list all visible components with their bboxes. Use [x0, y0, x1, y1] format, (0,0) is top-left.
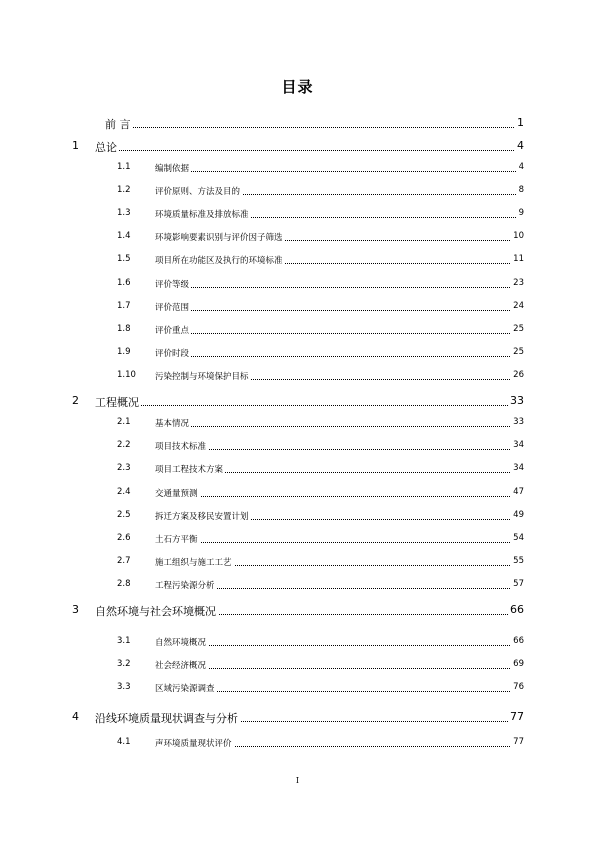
toc-entry-page: 34	[513, 440, 524, 450]
toc-entry[interactable]	[0, 185, 595, 201]
toc-dot-leader	[155, 310, 524, 311]
toc-entry-number: 1.4	[117, 231, 131, 241]
toc-entry-page: 23	[513, 278, 524, 288]
toc-entry-title: 区域污染源调查	[155, 684, 215, 694]
toc-entry-number: 1.6	[117, 278, 131, 288]
toc-entry-number: 1.9	[117, 347, 131, 357]
toc-entry-number: 1	[72, 139, 79, 152]
toc-entry-page: 47	[513, 487, 524, 497]
toc-entry-title: 工程污染源分析	[155, 581, 215, 591]
toc-entry[interactable]	[0, 162, 595, 178]
toc-entry-page: 9	[518, 208, 524, 218]
toc-entry-title: 环境质量标准及排放标准	[155, 210, 249, 220]
toc-entry[interactable]	[0, 116, 595, 132]
toc-entry-page: 49	[513, 510, 524, 520]
toc-entry-title: 施工组织与施工工艺	[155, 558, 232, 568]
toc-dot-leader	[95, 405, 524, 406]
toc-entry-title: 评价范围	[155, 303, 190, 313]
toc-entry-page: 66	[513, 636, 524, 646]
toc-entry-title: 评价时段	[155, 349, 190, 359]
toc-entry-page: 66	[510, 603, 524, 616]
toc-entry-title: 总论	[95, 141, 117, 154]
toc-entry-title: 自然环境概况	[155, 638, 207, 648]
toc-entry[interactable]	[0, 254, 595, 270]
toc-entry-number: 1.5	[117, 254, 131, 264]
toc-entry-page: 34	[513, 463, 524, 473]
toc-dot-leader	[155, 645, 524, 646]
toc-dot-leader	[155, 333, 524, 334]
toc-entry-number: 4.1	[117, 737, 131, 747]
toc-entry-page: 77	[513, 737, 524, 747]
toc-entry-number: 1.1	[117, 162, 131, 172]
toc-entry[interactable]	[0, 533, 595, 549]
toc-dot-leader	[155, 287, 524, 288]
toc-dot-leader	[105, 127, 524, 128]
toc-dot-leader	[155, 496, 524, 497]
toc-entry[interactable]	[0, 636, 595, 652]
toc-entry[interactable]	[0, 710, 595, 726]
toc-entry-number: 3.3	[117, 682, 131, 692]
toc-entry-number: 2.3	[117, 463, 131, 473]
toc-entry-number: 2.6	[117, 533, 131, 543]
toc-dot-leader	[155, 542, 524, 543]
toc-entry-title: 自然环境与社会环境概况	[95, 605, 216, 618]
toc-entry-number: 1.8	[117, 324, 131, 334]
toc-dot-leader	[155, 171, 524, 172]
toc-dot-leader	[155, 449, 524, 450]
toc-entry-title: 评价等级	[155, 280, 190, 290]
toc-entry[interactable]	[0, 139, 595, 155]
toc-entry-page: 55	[513, 556, 524, 566]
toc-entry[interactable]	[0, 370, 595, 386]
toc-entry-page: 54	[513, 533, 524, 543]
toc-entry-number: 2.1	[117, 417, 131, 427]
toc-entry-title: 工程概况	[95, 396, 139, 409]
toc-entry-title: 基本情况	[155, 419, 190, 429]
toc-entry-number: 2	[72, 394, 79, 407]
toc-entry-page: 26	[513, 370, 524, 380]
toc-entry-page: 77	[510, 710, 524, 723]
toc-entry-title: 评价原则、方法及目的	[155, 187, 241, 197]
toc-entry-number: 3	[72, 603, 79, 616]
toc-entry[interactable]	[0, 208, 595, 224]
toc-entry-page: 1	[517, 116, 524, 129]
toc-entry-title: 沿线环境质量现状调查与分析	[95, 712, 238, 725]
toc-entry-number: 1.10	[117, 370, 136, 380]
toc-entry-title: 拆迁方案及移民安置计划	[155, 512, 249, 522]
toc-entry-number: 3.1	[117, 636, 131, 646]
toc-entry-page: 8	[518, 185, 524, 195]
toc-entry-number: 4	[72, 710, 79, 723]
toc-entry-number: 1.3	[117, 208, 131, 218]
page-title: 目录	[281, 78, 314, 96]
toc-entry-number: 1.2	[117, 185, 131, 195]
toc-entry-number: 1.7	[117, 301, 131, 311]
toc-entry-title: 项目工程技术方案	[155, 465, 224, 475]
toc-entry-title: 污染控制与环境保护目标	[155, 372, 249, 382]
toc-entry-page: 25	[513, 324, 524, 334]
toc-entry-title: 社会经济概况	[155, 661, 207, 671]
toc-entry-title: 项目所在功能区及执行的环境标准	[155, 256, 283, 266]
toc-entry-page: 57	[513, 579, 524, 589]
toc-entry[interactable]	[0, 737, 595, 753]
toc-entry-number: 2.2	[117, 440, 131, 450]
toc-entry[interactable]	[0, 463, 595, 479]
toc-entry-title: 交通量预测	[155, 489, 198, 499]
toc-entry-title: 项目技术标准	[155, 442, 207, 452]
toc-entry[interactable]	[0, 659, 595, 675]
toc-entry-number: 3.2	[117, 659, 131, 669]
toc-entry[interactable]	[0, 301, 595, 317]
toc-entry[interactable]	[0, 487, 595, 503]
toc-entry[interactable]	[0, 231, 595, 247]
toc-entry[interactable]	[0, 347, 595, 363]
toc-entry-page: 33	[510, 394, 524, 407]
toc-entry-page: 4	[518, 162, 524, 172]
toc-entry-title: 前 言	[105, 118, 131, 131]
toc-entry-page: 33	[513, 417, 524, 427]
toc-dot-leader	[95, 150, 524, 151]
toc-entry[interactable]	[0, 556, 595, 572]
page-number: I	[295, 776, 300, 785]
toc-entry-page: 76	[513, 682, 524, 692]
toc-entry-title: 编制依据	[155, 164, 190, 174]
toc-entry-page: 11	[513, 254, 524, 264]
toc-entry-title: 环境影响要素识别与评价因子筛选	[155, 233, 283, 243]
toc-dot-leader	[155, 356, 524, 357]
toc-entry[interactable]	[0, 394, 595, 410]
toc-entry[interactable]	[0, 440, 595, 456]
toc-entry[interactable]	[0, 510, 595, 526]
toc-entry[interactable]	[0, 579, 595, 595]
toc-entry-page: 69	[513, 659, 524, 669]
toc-entry[interactable]	[0, 278, 595, 294]
toc-dot-leader	[155, 668, 524, 669]
toc-entry-title: 评价重点	[155, 326, 190, 336]
toc-entry[interactable]	[0, 603, 595, 619]
toc-entry-page: 25	[513, 347, 524, 357]
toc-entry-page: 4	[517, 139, 524, 152]
toc-entry-number: 2.4	[117, 487, 131, 497]
toc-entry-number: 2.7	[117, 556, 131, 566]
toc-entry[interactable]	[0, 682, 595, 698]
toc-entry[interactable]	[0, 324, 595, 340]
toc-dot-leader	[155, 426, 524, 427]
toc-entry-page: 10	[513, 231, 524, 241]
toc-entry-page: 24	[513, 301, 524, 311]
toc-entry-number: 2.5	[117, 510, 131, 520]
toc-entry-title: 声环境质量现状评价	[155, 739, 232, 749]
toc-entry-title: 土石方平衡	[155, 535, 198, 545]
toc-entry[interactable]	[0, 417, 595, 433]
toc-entry-number: 2.8	[117, 579, 131, 589]
